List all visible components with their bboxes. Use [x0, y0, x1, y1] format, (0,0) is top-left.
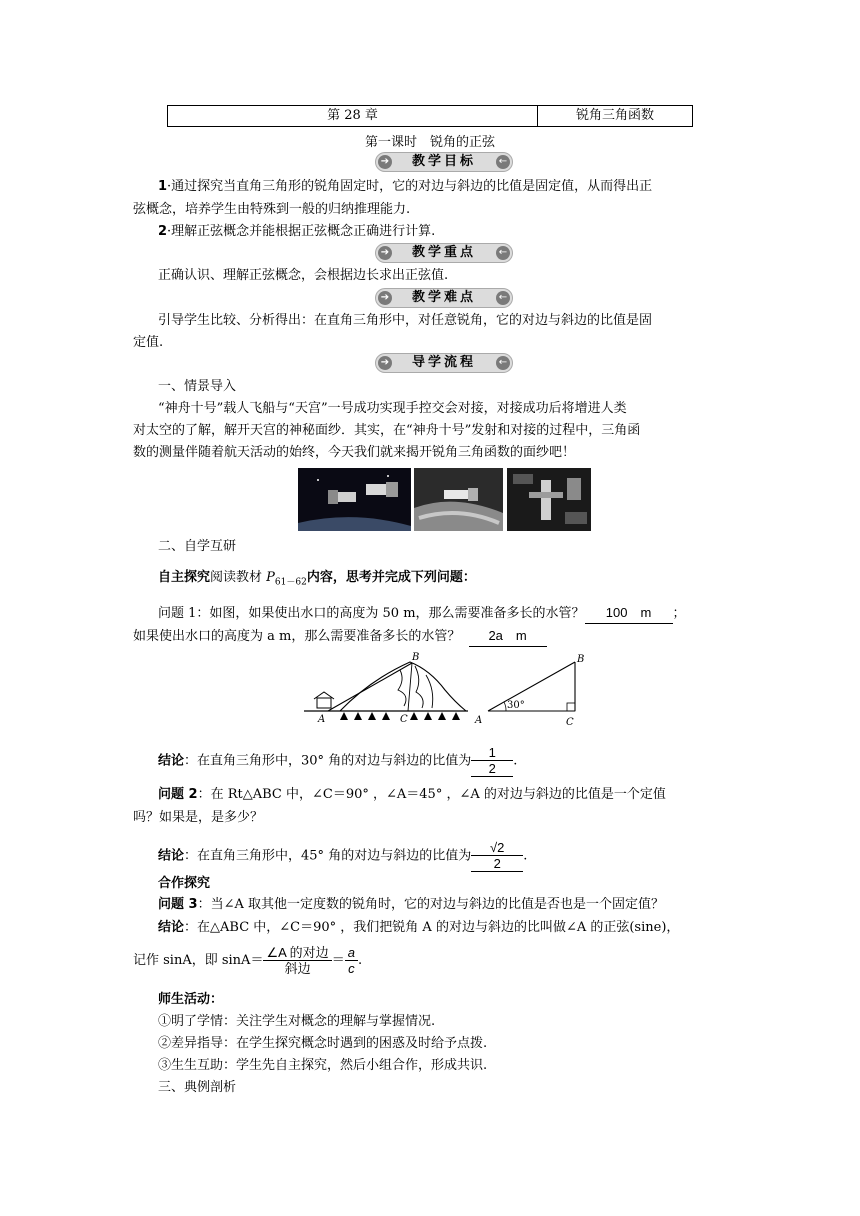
question-3: 问题 3：当∠A 取其他一定度数的锐角时，它的对边与斜边的比值是否也是一个固定值？	[158, 897, 664, 912]
objectives-badge	[375, 152, 513, 172]
activity-label: 师生活动：	[158, 992, 224, 1007]
figure-label-a: A	[318, 714, 326, 725]
key-point-text: 正确认识、理解正弦概念，会根据边长求出正弦值.	[158, 268, 449, 283]
angle-label: 30°	[507, 700, 525, 711]
section1-line3: 数的测量伴随着航天活动的始终，今天我们就来揭开锐角三角函数的面纱吧！	[133, 445, 576, 460]
conclusion-3: 结论：在△ABC 中，∠C＝90° ，我们把锐角 A 的对边与斜边的比叫做∠A 的正弦(sine)，	[158, 920, 680, 935]
svg-text:C: C	[566, 717, 574, 728]
section2-heading: 二、自学互研	[158, 539, 237, 554]
difficulty-cont: 定值.	[133, 335, 164, 350]
section1-heading: 一、情景导入	[158, 379, 237, 394]
question-1: 问题 1：如图，如果使出水口的高度为 50 m，那么需要准备多长的水管？ 100 m ；	[158, 603, 698, 624]
arrow-right-icon: ➔	[378, 356, 392, 370]
self-explore-line: 自主探究阅读教材 $P_{61-62}$内容，思考并完成下列问题：	[158, 570, 476, 588]
figure-label-b: B	[412, 652, 420, 663]
activity-1: ①明了学情：关注学生对概念的理解与掌握情况.	[158, 1014, 436, 1029]
arrow-left-icon: ←	[496, 246, 510, 260]
section1-line1: “神舟十号”载人飞船与“天宫”一号成功实现手控交会对接，对接成功后将增进人类	[158, 401, 627, 416]
arrow-left-icon: ←	[496, 356, 510, 370]
objective-1: 1·通过探究当直角三角形的锐角固定时，它的对边与斜边的比值是固定值，从而得出正	[158, 179, 653, 194]
arrow-right-icon: ➔	[378, 155, 392, 169]
topic-cell: 锐角三角函数	[575, 108, 654, 123]
spacecraft-photo-1	[298, 468, 411, 531]
question-1-line2: 如果使出水口的高度为 a m，那么需要准备多长的水管？ 2a m	[133, 626, 698, 647]
fraction-opposite-over-hypotenuse: $\frac{\text{∠A 的对边}}{\text{斜边}}$	[263, 945, 331, 976]
svg-text:A: A	[475, 715, 483, 726]
arrow-left-icon: ←	[496, 155, 510, 169]
spacecraft-photo-3	[507, 468, 591, 531]
figure-label-c: C	[400, 714, 408, 725]
activity-2: ②差异指导：在学生探究概念时遇到的困惑及时给予点拨.	[158, 1036, 488, 1051]
chapter-label: 第 28 章	[327, 108, 378, 123]
arrow-right-icon: ➔	[378, 246, 392, 260]
mountain-triangle-figure	[300, 650, 600, 730]
question-2: 问题 2：在 Rt△ABC 中，∠C＝90° ，∠A＝45° ，∠A 的对边与斜边的比值是一个定值	[158, 787, 666, 802]
coop-explore-label: 合作探究	[158, 876, 211, 891]
svg-text:B: B	[577, 654, 585, 665]
conclusion-1: 结论：在直角三角形中，30° 角的对边与斜边的比值为 $\frac{1}{2}$ .	[158, 745, 518, 776]
difficulties-badge: ➔ 教学难点 ←	[375, 288, 513, 308]
objective-1-cont: 弦概念，培养学生由特殊到一般的归纳推理能力.	[133, 202, 411, 217]
difficulty-text: 引导学生比较、分析得出：在直角三角形中，对任意锐角，它的对边与斜边的比值是固	[158, 313, 653, 328]
section1-line2: 对太空的了解，解开天宫的神秘面纱．其实，在“神舟十号”发射和对接的过程中，三角函	[133, 423, 641, 438]
chapter-header-table	[167, 105, 693, 127]
activity-3: ③生生互助：学生先自主探究，然后小组合作，形成共识.	[158, 1058, 488, 1073]
badge-label: 教学目标	[411, 154, 476, 169]
arrow-left-icon: ←	[496, 291, 510, 305]
process-badge: ➔ 导学流程 ←	[375, 353, 513, 373]
fraction-one-half: $\frac{1}{2}$	[471, 745, 513, 777]
key-points-badge: ➔ 教学重点 ←	[375, 243, 513, 263]
fraction-root2-over-2: $\frac{√2}{2}$	[471, 840, 523, 872]
objective-2: 2·理解正弦概念并能根据正弦概念正确进行计算.	[158, 224, 436, 239]
fraction-a-over-c: $\frac{a}{c}$	[345, 945, 358, 976]
lesson-title: 第一课时 锐角的正弦	[364, 135, 495, 150]
question-2-line2: 吗？如果是，是多少？	[133, 810, 264, 825]
chapter-cell	[168, 106, 538, 126]
section3-heading: 三、典例剖析	[158, 1080, 237, 1095]
sine-definition: 记作 sinA，即 sinA＝ $\frac{\text{∠A 的对边}}{\text{斜边}}$ ＝ $\frac{a}{c}$ .	[133, 945, 363, 976]
spacecraft-photo-2	[414, 468, 503, 531]
arrow-right-icon: ➔	[378, 291, 392, 305]
conclusion-2: 结论：在直角三角形中，45° 角的对边与斜边的比值为 $\frac{√2}{2}$ .	[158, 840, 528, 871]
